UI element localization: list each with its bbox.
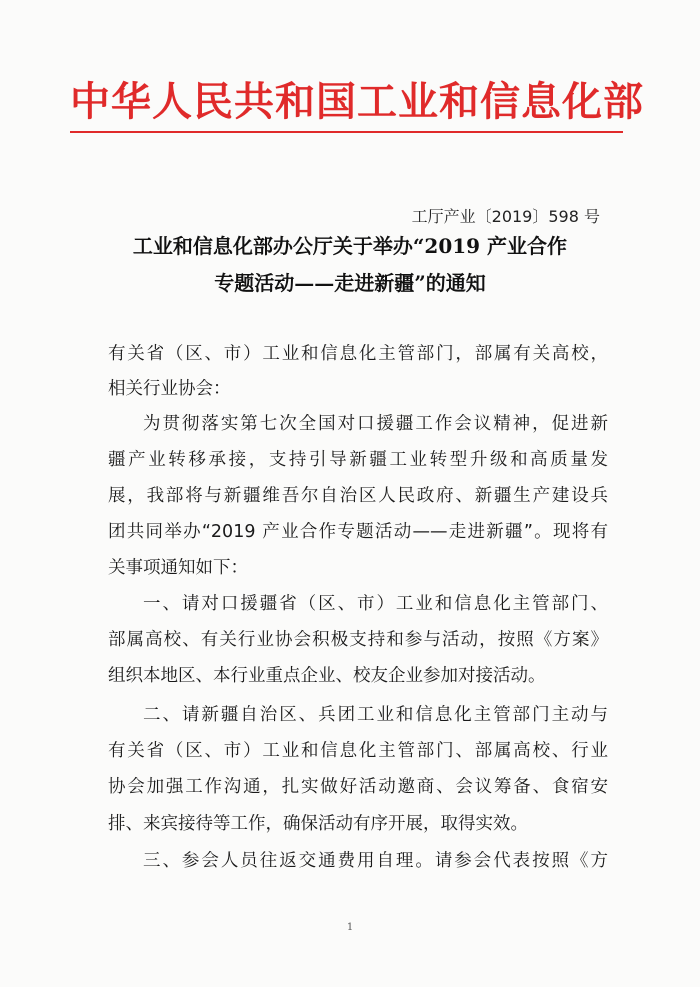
body-line: 疆产业转移承接，支持引导新疆工业转型升级和高质量发: [108, 450, 608, 470]
body-line: 展，我部将与新疆维吾尔自治区人民政府、新疆生产建设兵: [108, 486, 608, 506]
body-line: 团共同举办“2019 产业合作专题活动——走进新疆”。现将有: [108, 522, 608, 542]
notice-title-line: 专题活动——走进新疆”的通知: [214, 271, 486, 295]
body-line: 有关省（区、市）工业和信息化主管部门，部属有关高校，: [108, 344, 608, 364]
letterhead-title: 中华人民共和国工业和信息化部: [70, 78, 644, 125]
body-line: 有关省（区、市）工业和信息化主管部门、部属高校、行业: [108, 741, 608, 761]
body-line: 部属高校、有关行业协会积极支持和参与活动，按照《方案》: [108, 630, 608, 650]
body-line: 为贯彻落实第七次全国对口援疆工作会议精神，促进新: [143, 414, 608, 434]
document-number: 工厅产业〔2019〕598 号: [411, 207, 600, 226]
body-line: 二、请新疆自治区、兵团工业和信息化主管部门主动与: [143, 705, 608, 725]
body-line: 关事项通知如下：: [108, 558, 248, 578]
body-line: 组织本地区、本行业重点企业、校友企业参加对接活动。: [108, 666, 546, 686]
body-line: 一、请对口援疆省（区、市）工业和信息化主管部门、: [143, 594, 608, 614]
body-line: 三、参会人员往返交通费用自理。请参会代表按照《方: [143, 851, 608, 871]
page-number: 1: [346, 922, 354, 933]
letterhead-red-rule: [70, 131, 623, 133]
body-line: 相关行业协会：: [108, 379, 231, 399]
body-line: 排、来宾接待等工作，确保活动有序开展，取得实效。: [108, 814, 528, 834]
notice-title-line: 工业和信息化部办公厅关于举办“2019 产业合作: [132, 234, 568, 258]
body-line: 协会加强工作沟通，扎实做好活动邀商、会议筹备、食宿安: [108, 777, 608, 797]
